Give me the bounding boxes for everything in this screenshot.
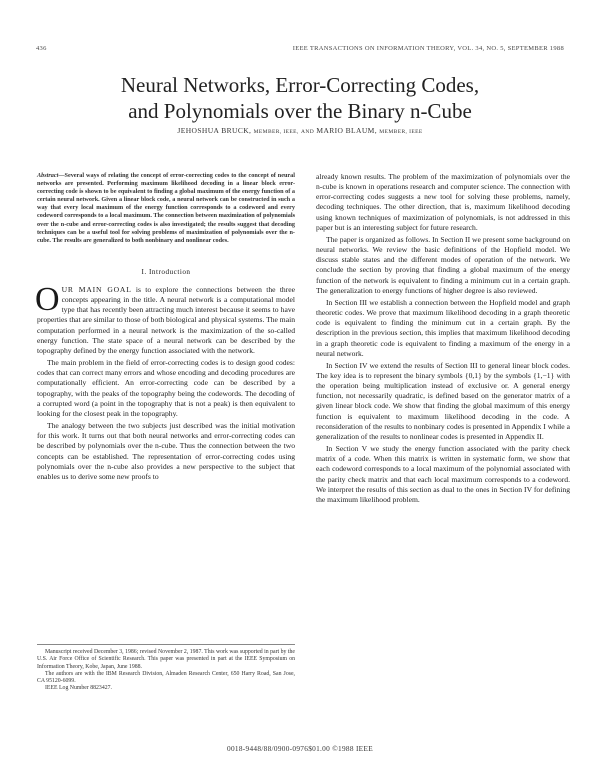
copyright-footer: 0018-9448/88/0900-0976$01.00 ©1988 IEEE bbox=[227, 744, 373, 753]
author-1-role: MEMBER, IEEE, bbox=[253, 129, 299, 135]
author-conj: AND bbox=[300, 129, 315, 135]
intro-paragraph-1-text: is to explore the connections between the three concepts appearing in the title. A neural network is a computational model type that has recently been attracting much interest because it seems to have properties that are similar to those of both biological and physical systems. The main computation performed in a neural network is the maximization of the so-called energy function. The state space of a neural network can be described by the topography defined by the energy function associated with the network. bbox=[37, 285, 295, 355]
title-line-2: and Polynomials over the Binary n-Cube bbox=[128, 99, 472, 123]
intro-paragraph-1 bbox=[35, 281, 295, 356]
running-header bbox=[36, 45, 564, 57]
abstract-label: Abstract bbox=[37, 172, 59, 179]
footnote-log-number: IEEE Log Number 8823427. bbox=[45, 685, 112, 692]
intro-paragraph-2: The main problem in the field of error-correcting codes is to design good codes: codes that can correct many errors and whose encoding and decoding procedures are computationally efficient. An error-correcting code can be described by a topography, with the peaks of the topography being the codewords. The decoding of a corrupted word (a point in the topography that is not a peak) is then equivalent to looking for the closest peak in the topography. bbox=[37, 358, 295, 418]
author-2-role: MEMBER, IEEE bbox=[379, 129, 423, 135]
author-2: MARIO BLAUM, bbox=[316, 126, 378, 135]
footnote-manuscript: Manuscript received December 3, 1986; revised November 2, 1987. This work was supported in part by the U.S. Air Force Office of Scientific Research. This paper was presented in part at the IEEE Symposium on Information Theory, Kobe, Japan, June 1988. bbox=[37, 649, 295, 670]
right-paragraph-3: In Section III we establish a connection between the Hopfield model and graph theoretic codes. We prove that maximum likelihood decoding in a graph theoretic code is equivalent to finding the minimum cut in a certain graph. By the description in the previous section, this implies that maximum likelihood decoding in a graph theoretic code is equivalent to finding a maximum of the energy in a neural network. bbox=[316, 297, 570, 358]
right-column bbox=[316, 172, 570, 507]
abstract-text: —Several ways of relating the concept of error-correcting codes to the concept of neural networks are presented. Performing maximum likelihood decoding in a linear block error-correcting code is shown to be equivalent to finding a global maximum of the energy function of a certain neural network. Given a linear block code, a neural network can be constructed in such a way that every local maximum of the energy function corresponds to a codeword and every codeword corresponds to a local maximum. The connection between maximization of polynomials over the n-cube and error-correcting codes is also investigated; the results suggest that decoding techniques can be a useful tool for solving problems of maximization of polynomials over the n-cube. The results are generalized to both nonbinary and nonlinear codes. bbox=[37, 172, 295, 244]
left-column bbox=[37, 172, 295, 484]
right-paragraph-2: The paper is organized as follows. In Section II we present some background on neural networks. We review the basic definitions of the Hopfield model. We discuss stable states and the different modes of operation of the network. We conclude the section by proving that finding a global maximum of the energy function of the network is equivalent to finding a minimum cut in a certain graph. The generalization to energy functions of higher degree is also reviewed. bbox=[316, 234, 570, 295]
author-line bbox=[0, 126, 600, 135]
right-paragraph-5: In Section V we study the energy function associated with the parity check matrix of a code. When this matrix is written in systematic form, we show that each codeword corresponds to a local maximum of the polynomial associated with the parity check matrix and that each local maximum corresponds to a codeword. We interpret the results of this section as dual to the ones in Section IV for defining the maximum likelihood problem. bbox=[316, 444, 570, 504]
drop-cap: O bbox=[35, 281, 60, 318]
title-line-1: Neural Networks, Error-Correcting Codes, bbox=[120, 73, 480, 97]
lead-words: UR MAIN GOAL bbox=[61, 285, 132, 294]
footnotes bbox=[37, 644, 295, 693]
author-1: JEHOSHUA BRUCK, bbox=[177, 126, 252, 135]
right-paragraph-1: already known results. The problem of the maximization of polynomials over the n-cube is known in operations research and computer science. The connection with error-correcting codes suggests a new tool for solving these problems, namely, decoding techniques. The other direction, that is, maximum likelihood decoding using known techniques of maximization of polynomials, is not addressed in this paper but is an interesting subject for future research. bbox=[316, 172, 570, 232]
footnote-affiliation: The authors are with the IBM Research Division, Almaden Research Center, 650 Harry Road, San Jose, CA 95120-6099. bbox=[37, 670, 295, 685]
right-paragraph-4: In Section IV we extend the results of Section III to general linear block codes. The key idea is to represent the binary symbols {0,1} by the symbols {1,−1} with the operation being multiplication instead of exclusive or. A general energy function, not necessarily quadratic, is defined based on the generator matrix of a given linear block code. We show that finding the global maximum of this energy function is equivalent to maximum likelihood decoding in the code. A reconsideration of the results to nonbinary codes is presented in Appendix I while a generalization of the results to nonlinear codes is presented in Appendix II. bbox=[316, 360, 570, 441]
page-number: 436 bbox=[36, 45, 47, 52]
paper-title bbox=[0, 72, 600, 124]
section-heading-introduction: I. Introduction bbox=[141, 267, 191, 276]
abstract bbox=[37, 172, 295, 245]
intro-paragraph-3: The analogy between the two subjects just described was the initial motivation for this work. It turns out that both neural networks and error-correcting codes can be described by polynomials over the n-cube. Thus the connection between the two concepts can be established. The representation of error-correcting codes using polynomials over the n-cube also provides a new perspective to the subject that enables us to derive some new proofs to bbox=[37, 421, 295, 481]
journal-header: IEEE TRANSACTIONS ON INFORMATION THEORY, VOL. 34, NO. 5, SEPTEMBER 1988 bbox=[292, 45, 564, 52]
